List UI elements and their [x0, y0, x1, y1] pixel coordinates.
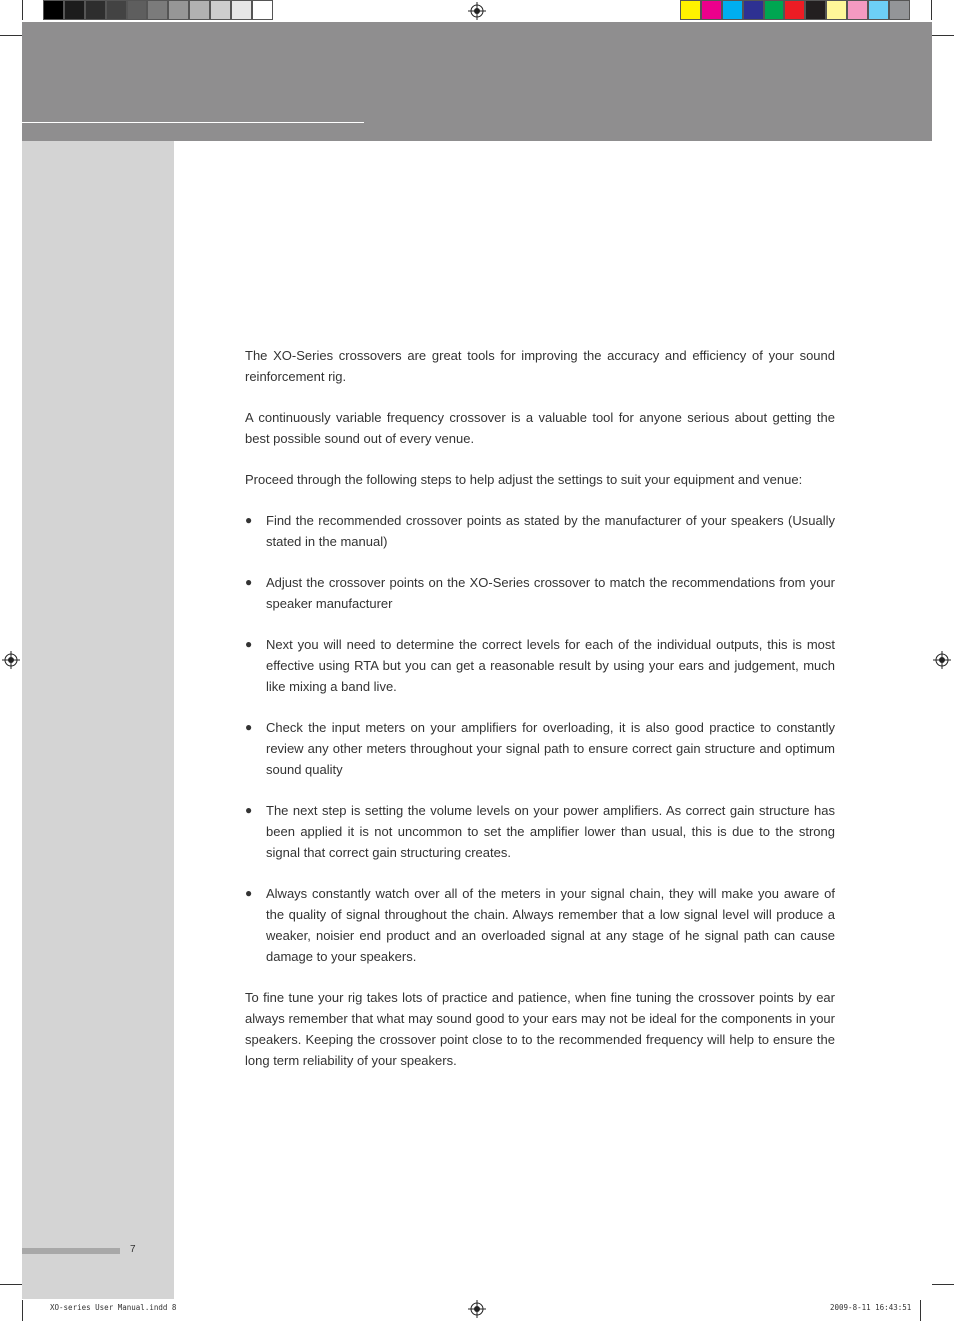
list-item	[245, 800, 835, 863]
list-item	[245, 717, 835, 780]
registration-mark-left-icon	[2, 651, 20, 669]
grayscale-color-bar	[43, 0, 273, 20]
list-item-text: Always constantly watch over all of the meters in your signal chain, they will make you aware of the quality of signal throughout the chain. Always remember that a low signal level will produce a weaker, noisier end product and an overloaded signal at any stage of he signal path can cause damage to your speakers.	[266, 886, 835, 964]
color-swatch	[701, 0, 722, 20]
color-swatch	[868, 0, 889, 20]
color-swatch	[805, 0, 826, 20]
color-swatch	[231, 0, 252, 20]
color-swatch	[764, 0, 785, 20]
color-swatch	[106, 0, 127, 20]
body-text	[245, 345, 835, 1091]
list-item-text: Check the input meters on your amplifiers for overloading, it is also good practice to constantly review any other meters throughout your signal path to ensure correct gain structure and optimum sound quality	[266, 720, 835, 777]
color-swatch	[889, 0, 910, 20]
intro-paragraph-3: Proceed through the following steps to help adjust the settings to suit your equipment and venue:	[245, 472, 803, 487]
registration-mark-bottom-icon	[468, 1300, 486, 1318]
intro-paragraph-2: A continuously variable frequency crossover is a valuable tool for anyone serious about getting the best possible sound out of every venue.	[245, 410, 835, 446]
color-swatch	[784, 0, 805, 20]
list-item-text: Next you will need to determine the correct levels for each of the individual outputs, this is most effective using RTA but you can get a reasonable result by using your ears and judgement, much like mixing a band live.	[266, 637, 835, 694]
color-swatch	[680, 0, 701, 20]
color-swatch	[847, 0, 868, 20]
color-swatch	[252, 0, 273, 20]
crop-mark-top-right	[932, 35, 954, 36]
header-band	[22, 22, 932, 141]
steps-list	[245, 510, 835, 967]
registration-mark-right-icon	[933, 651, 951, 669]
bullet-icon: ●	[245, 886, 253, 900]
slug-date-time: 2009-8-11 16:43:51	[830, 1303, 912, 1312]
list-item	[245, 634, 835, 697]
page-number-bar	[22, 1248, 120, 1254]
list-item	[245, 572, 835, 614]
crop-mark-top-left-vertical	[22, 0, 23, 20]
color-swatch	[826, 0, 847, 20]
crop-mark-bottom-left-vertical	[22, 1300, 23, 1321]
header-divider-line	[22, 122, 364, 123]
color-swatch	[85, 0, 106, 20]
color-swatch	[189, 0, 210, 20]
sidebar-band	[22, 141, 174, 1299]
bullet-icon: ●	[245, 637, 253, 651]
crop-mark-bottom-right	[932, 1284, 954, 1285]
list-item-text: Adjust the crossover points on the XO-Series crossover to match the recommendations from your speaker manufacturer	[266, 575, 835, 611]
color-swatch	[743, 0, 764, 20]
list-item	[245, 510, 835, 552]
closing-paragraph: To fine tune your rig takes lots of practice and patience, when fine tuning the crossover points by ear always remember that what may sound good to your ears may not be ideal for the components in your speakers. Keeping the crossover point close to to the recommended frequency will help to ensure the long term reliability of your speakers.	[245, 990, 835, 1068]
color-swatch	[168, 0, 189, 20]
bullet-icon: ●	[245, 513, 253, 527]
crop-mark-top-left	[0, 35, 22, 36]
bullet-icon: ●	[245, 803, 253, 817]
crop-mark-top-right-vertical	[931, 0, 932, 20]
color-swatch	[722, 0, 743, 20]
list-item-text: The next step is setting the volume levels on your power amplifiers. As correct gain structure has been applied it is not uncommon to set the amplifier lower than usual, this is due to the strong signal that correct gain structuring creates.	[266, 803, 835, 860]
list-item-text: Find the recommended crossover points as stated by the manufacturer of your speakers (Usually stated in the manual)	[266, 513, 835, 549]
bullet-icon: ●	[245, 720, 253, 734]
intro-paragraph-1: The XO-Series crossovers are great tools for improving the accuracy and efficiency of your sound reinforcement rig.	[245, 348, 835, 384]
color-swatch	[43, 0, 64, 20]
registration-mark-top-icon	[468, 2, 486, 20]
color-swatch	[147, 0, 168, 20]
page-number: 7	[130, 1244, 136, 1255]
bullet-icon: ●	[245, 575, 253, 589]
crop-mark-bottom-left	[0, 1284, 22, 1285]
process-color-bar	[680, 0, 910, 20]
crop-mark-bottom-right-vertical	[920, 1300, 921, 1321]
list-item	[245, 883, 835, 967]
color-swatch	[64, 0, 85, 20]
color-swatch	[210, 0, 231, 20]
slug-file-name: XO-series User Manual.indd 8	[50, 1303, 177, 1312]
color-swatch	[127, 0, 148, 20]
